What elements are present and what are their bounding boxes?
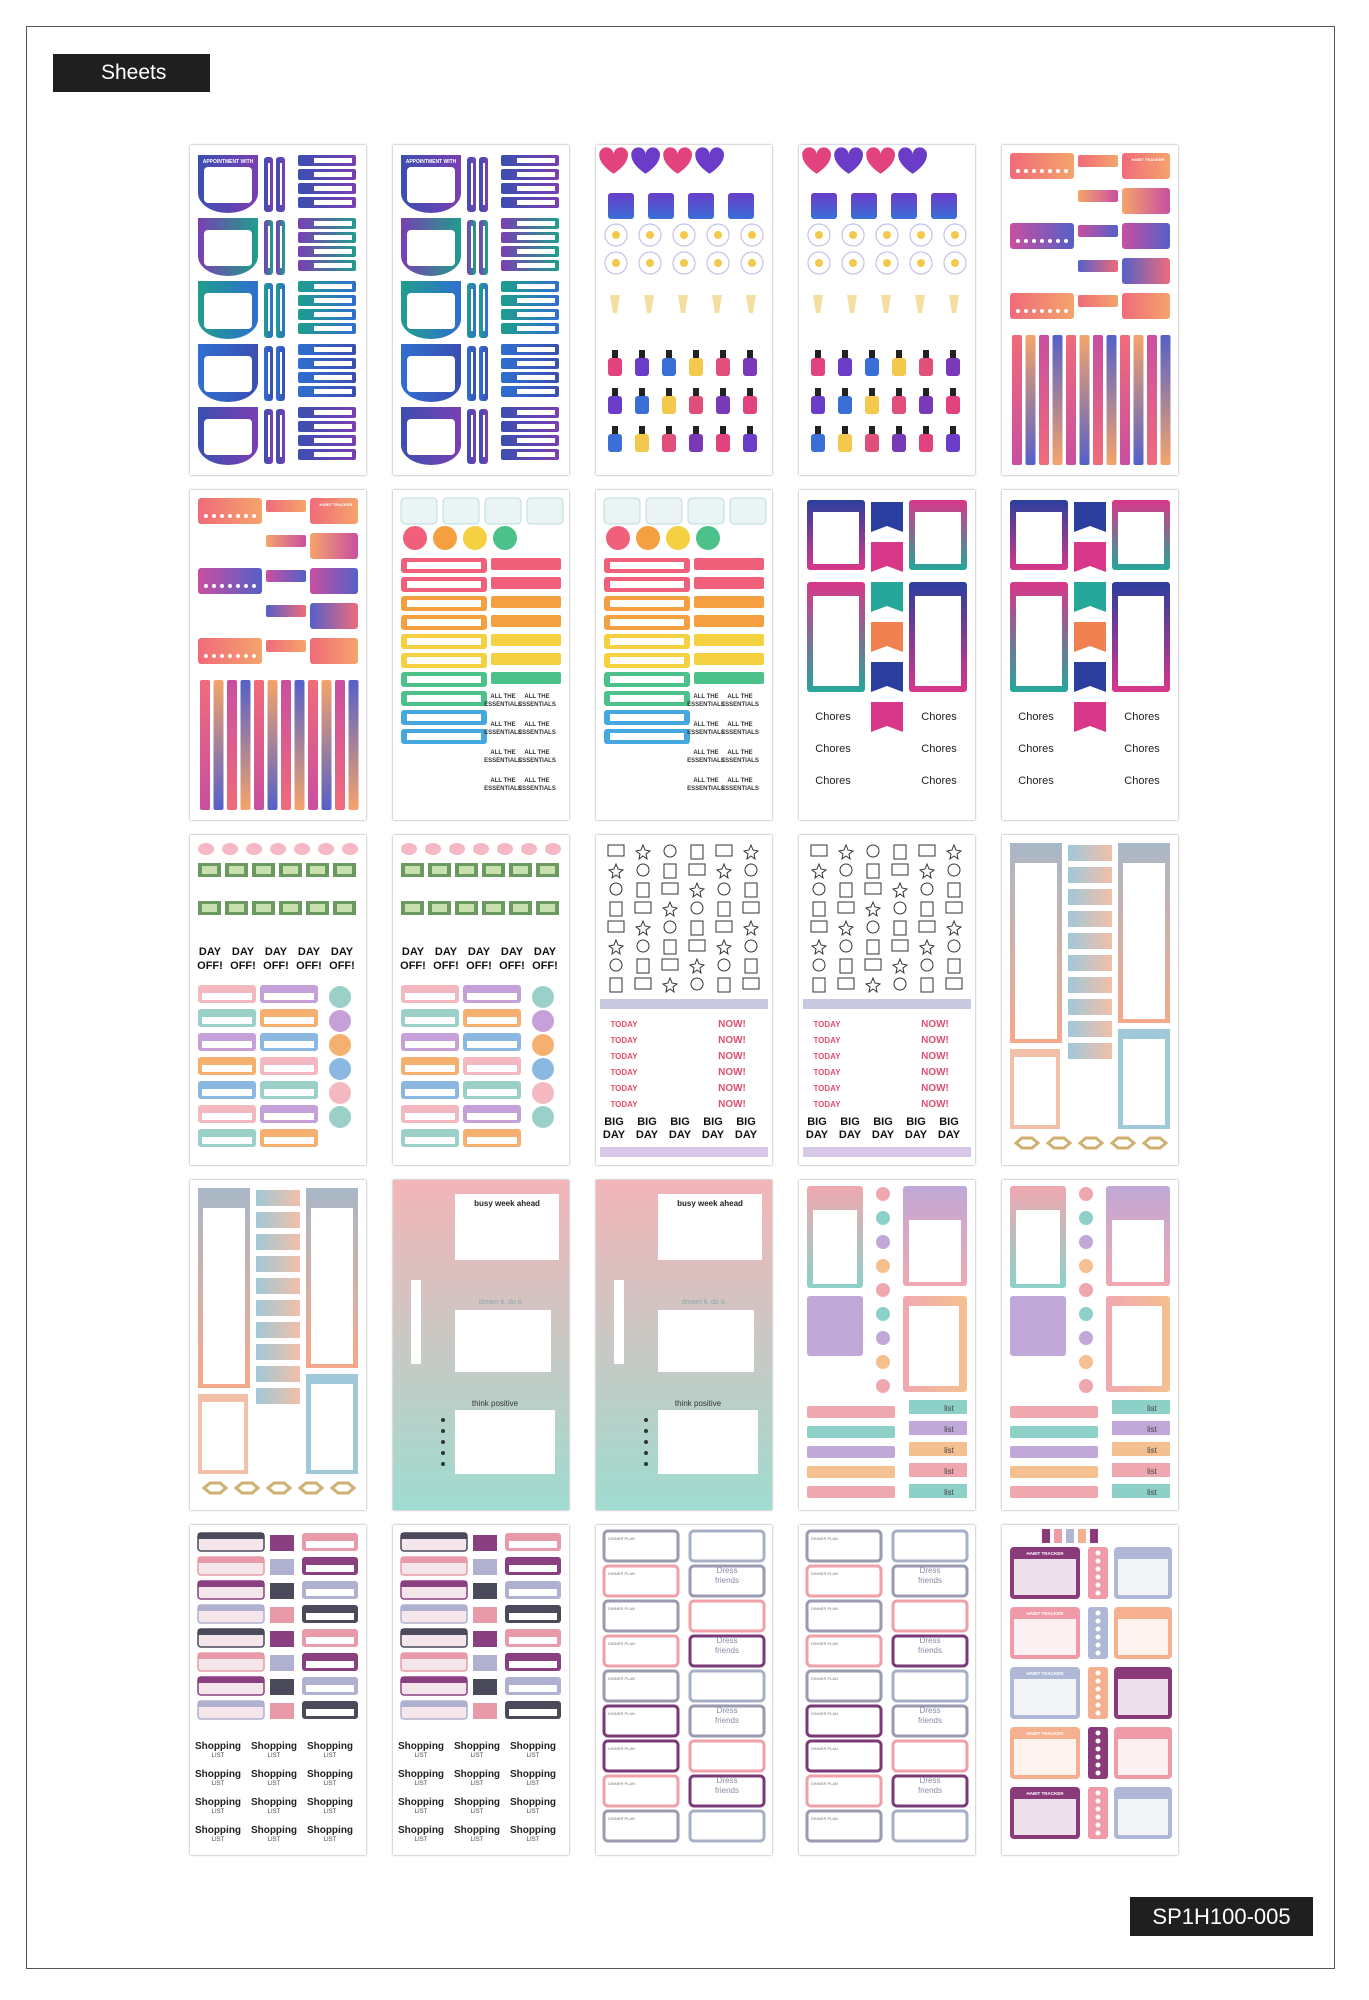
- svg-text:list: list: [1147, 1425, 1157, 1434]
- svg-text:Shopping: Shopping: [194, 1741, 242, 1752]
- svg-text:friends: friends: [714, 1716, 740, 1725]
- sticker-sheet-weekend: [596, 1180, 772, 1510]
- svg-text:LIST: LIST: [526, 1809, 540, 1815]
- svg-text:TODAY: TODAY: [610, 1068, 638, 1077]
- svg-text:BIG: BIG: [939, 1116, 959, 1128]
- svg-text:DINNER PLAN: DINNER PLAN: [811, 1711, 838, 1716]
- svg-text:OFF!: OFF!: [466, 960, 492, 972]
- svg-text:Chores: Chores: [1018, 743, 1054, 755]
- sticker-sheet-art: [596, 835, 772, 1165]
- svg-text:Shopping: Shopping: [194, 1825, 242, 1836]
- svg-text:TODAY: TODAY: [610, 1084, 638, 1093]
- svg-text:friends: friends: [714, 1646, 740, 1655]
- svg-text:HABIT TRACKER: HABIT TRACKER: [1131, 157, 1165, 162]
- svg-text:TODAY: TODAY: [813, 1068, 841, 1077]
- svg-text:DAY: DAY: [434, 946, 458, 958]
- svg-text:list: list: [944, 1488, 954, 1497]
- svg-text:NOW!: NOW!: [718, 1099, 746, 1110]
- svg-text:ESSENTIALS: ESSENTIALS: [721, 758, 759, 764]
- svg-text:OFF!: OFF!: [499, 960, 525, 972]
- svg-text:DAY: DAY: [701, 1129, 725, 1141]
- sticker-sheet-chores: [1002, 490, 1178, 820]
- svg-text:list: list: [1147, 1446, 1157, 1455]
- svg-text:HABIT TRACKER: HABIT TRACKER: [1026, 1551, 1064, 1556]
- svg-text:ESSENTIALS: ESSENTIALS: [518, 786, 556, 792]
- svg-text:OFF!: OFF!: [433, 960, 459, 972]
- svg-text:HABIT TRACKER: HABIT TRACKER: [1026, 1731, 1064, 1736]
- svg-text:Dress: Dress: [716, 1776, 738, 1785]
- svg-text:ALL THE: ALL THE: [490, 694, 516, 700]
- svg-text:ESSENTIALS: ESSENTIALS: [484, 702, 522, 708]
- svg-text:NOW!: NOW!: [921, 1051, 949, 1062]
- svg-text:ALL THE: ALL THE: [727, 694, 753, 700]
- sticker-sheet-lists: [190, 1180, 366, 1510]
- svg-text:ESSENTIALS: ESSENTIALS: [484, 730, 522, 736]
- svg-text:NOW!: NOW!: [921, 1099, 949, 1110]
- svg-text:Chores: Chores: [1018, 711, 1054, 723]
- sticker-sheet-art: [393, 145, 569, 475]
- svg-text:LIST: LIST: [414, 1837, 428, 1843]
- sticker-sheet-art: [190, 490, 366, 820]
- svg-text:Chores: Chores: [815, 711, 851, 723]
- svg-text:Dress: Dress: [919, 1636, 941, 1645]
- svg-text:OFF!: OFF!: [197, 960, 223, 972]
- svg-text:DAY: DAY: [734, 1129, 758, 1141]
- sticker-sheet-art: [799, 145, 975, 475]
- svg-text:BIG: BIG: [906, 1116, 926, 1128]
- svg-text:ALL THE: ALL THE: [693, 694, 719, 700]
- svg-text:TODAY: TODAY: [610, 1020, 638, 1029]
- svg-text:Shopping: Shopping: [306, 1741, 354, 1752]
- svg-text:Chores: Chores: [921, 711, 957, 723]
- svg-text:OFF!: OFF!: [400, 960, 426, 972]
- svg-text:ALL THE: ALL THE: [693, 722, 719, 728]
- svg-text:HABIT TRACKER: HABIT TRACKER: [319, 502, 353, 507]
- svg-text:friends: friends: [917, 1576, 943, 1585]
- svg-text:TODAY: TODAY: [610, 1100, 638, 1109]
- sticker-sheet-art: [1002, 490, 1178, 820]
- svg-text:Shopping: Shopping: [453, 1825, 501, 1836]
- sticker-sheet-art: [799, 1180, 975, 1510]
- svg-text:DAY: DAY: [330, 946, 354, 958]
- sticker-sheet-chores: [799, 490, 975, 820]
- sticker-sheet-art: [190, 835, 366, 1165]
- svg-text:Shopping: Shopping: [453, 1741, 501, 1752]
- svg-text:Shopping: Shopping: [397, 1769, 445, 1780]
- svg-text:DINNER PLAN: DINNER PLAN: [608, 1536, 635, 1541]
- sticker-sheet-appointments: [393, 145, 569, 475]
- svg-text:Shopping: Shopping: [250, 1825, 298, 1836]
- svg-text:Chores: Chores: [815, 775, 851, 787]
- svg-text:busy week ahead: busy week ahead: [474, 1199, 540, 1208]
- sticker-sheet-art: [190, 145, 366, 475]
- sticker-sheet-art: [1002, 1180, 1178, 1510]
- svg-text:Shopping: Shopping: [397, 1741, 445, 1752]
- svg-text:LIST: LIST: [526, 1753, 540, 1759]
- svg-text:LIST: LIST: [211, 1837, 225, 1843]
- svg-text:DINNER PLAN: DINNER PLAN: [811, 1536, 838, 1541]
- svg-text:list: list: [1147, 1488, 1157, 1497]
- svg-text:NOW!: NOW!: [921, 1019, 949, 1030]
- svg-text:ALL THE: ALL THE: [693, 750, 719, 756]
- svg-text:think positive: think positive: [471, 1399, 519, 1408]
- svg-text:Dress: Dress: [919, 1706, 941, 1715]
- svg-text:Shopping: Shopping: [194, 1797, 242, 1808]
- svg-text:Shopping: Shopping: [194, 1769, 242, 1780]
- svg-text:OFF!: OFF!: [329, 960, 355, 972]
- svg-text:NOW!: NOW!: [718, 1051, 746, 1062]
- svg-text:DAY: DAY: [533, 946, 557, 958]
- svg-text:ESSENTIALS: ESSENTIALS: [484, 786, 522, 792]
- svg-text:Chores: Chores: [1124, 775, 1160, 787]
- svg-text:ESSENTIALS: ESSENTIALS: [687, 786, 725, 792]
- svg-text:list: list: [944, 1404, 954, 1413]
- svg-text:Shopping: Shopping: [509, 1769, 557, 1780]
- sticker-sheet-habit: [190, 490, 366, 820]
- svg-text:dream it. do it.: dream it. do it.: [478, 1299, 524, 1306]
- svg-text:ESSENTIALS: ESSENTIALS: [721, 730, 759, 736]
- svg-text:ESSENTIALS: ESSENTIALS: [721, 702, 759, 708]
- product-sku-badge: SP1H100-005: [1130, 1897, 1313, 1936]
- svg-text:Chores: Chores: [1018, 775, 1054, 787]
- svg-text:TODAY: TODAY: [813, 1052, 841, 1061]
- svg-text:ALL THE: ALL THE: [524, 722, 550, 728]
- svg-text:ALL THE: ALL THE: [727, 750, 753, 756]
- sticker-sheet-art: [1002, 1525, 1178, 1855]
- svg-text:DAY: DAY: [602, 1129, 626, 1141]
- svg-text:DINNER PLAN: DINNER PLAN: [811, 1641, 838, 1646]
- sticker-sheet-appointments: [190, 145, 366, 475]
- svg-text:friends: friends: [714, 1576, 740, 1585]
- svg-text:TODAY: TODAY: [610, 1036, 638, 1045]
- sticker-sheet-art: [1002, 145, 1178, 475]
- svg-text:NOW!: NOW!: [718, 1019, 746, 1030]
- sticker-sheet-art: [596, 490, 772, 820]
- sticker-sheet-lists: [1002, 835, 1178, 1165]
- svg-text:ALL THE: ALL THE: [524, 750, 550, 756]
- svg-text:BIG: BIG: [807, 1116, 827, 1128]
- svg-text:DINNER PLAN: DINNER PLAN: [811, 1781, 838, 1786]
- svg-text:TODAY: TODAY: [813, 1020, 841, 1029]
- svg-text:friends: friends: [917, 1786, 943, 1795]
- svg-text:LIST: LIST: [526, 1837, 540, 1843]
- svg-text:ALL THE: ALL THE: [524, 778, 550, 784]
- svg-text:DAY: DAY: [805, 1129, 829, 1141]
- svg-text:LIST: LIST: [470, 1753, 484, 1759]
- sticker-sheet-dinner: [596, 1525, 772, 1855]
- svg-text:DINNER PLAN: DINNER PLAN: [811, 1676, 838, 1681]
- svg-text:OFF!: OFF!: [296, 960, 322, 972]
- sticker-sheet-work: [393, 1525, 569, 1855]
- svg-text:DINNER PLAN: DINNER PLAN: [811, 1571, 838, 1576]
- sticker-sheet-art: [393, 1525, 569, 1855]
- svg-text:HABIT TRACKER: HABIT TRACKER: [1026, 1611, 1064, 1616]
- svg-text:BIG: BIG: [873, 1116, 893, 1128]
- svg-text:ALL THE: ALL THE: [727, 722, 753, 728]
- svg-text:list: list: [1147, 1404, 1157, 1413]
- sticker-sheet-art: [596, 145, 772, 475]
- svg-text:LIST: LIST: [414, 1809, 428, 1815]
- svg-text:DINNER PLAN: DINNER PLAN: [811, 1606, 838, 1611]
- svg-text:ESSENTIALS: ESSENTIALS: [518, 730, 556, 736]
- svg-text:Chores: Chores: [1124, 743, 1160, 755]
- svg-text:ESSENTIALS: ESSENTIALS: [687, 702, 725, 708]
- svg-text:Shopping: Shopping: [509, 1797, 557, 1808]
- svg-text:DAY: DAY: [871, 1129, 895, 1141]
- svg-text:think positive: think positive: [674, 1399, 722, 1408]
- svg-text:DINNER PLAN: DINNER PLAN: [608, 1816, 635, 1821]
- sticker-sheet-art: [190, 1180, 366, 1510]
- svg-text:list: list: [944, 1446, 954, 1455]
- svg-text:DINNER PLAN: DINNER PLAN: [608, 1746, 635, 1751]
- sticker-sheet-art: [190, 1525, 366, 1855]
- svg-text:Shopping: Shopping: [306, 1797, 354, 1808]
- sticker-sheet-work: [190, 1525, 366, 1855]
- svg-text:LIST: LIST: [470, 1781, 484, 1787]
- svg-text:ALL THE: ALL THE: [490, 722, 516, 728]
- svg-text:Dress: Dress: [716, 1636, 738, 1645]
- svg-text:Chores: Chores: [921, 775, 957, 787]
- sticker-sheet-habit: [1002, 145, 1178, 475]
- svg-text:DAY: DAY: [838, 1129, 862, 1141]
- svg-text:Shopping: Shopping: [509, 1741, 557, 1752]
- svg-text:NOW!: NOW!: [718, 1035, 746, 1046]
- svg-text:ALL THE: ALL THE: [524, 694, 550, 700]
- svg-text:ALL THE: ALL THE: [490, 750, 516, 756]
- svg-text:ALL THE: ALL THE: [727, 778, 753, 784]
- sticker-sheet-art: [393, 1180, 569, 1510]
- svg-text:Chores: Chores: [1124, 711, 1160, 723]
- svg-text:BIG: BIG: [703, 1116, 723, 1128]
- sticker-sheet-nails: [596, 145, 772, 475]
- svg-text:ESSENTIALS: ESSENTIALS: [687, 730, 725, 736]
- svg-text:DAY: DAY: [904, 1129, 928, 1141]
- svg-text:Dress: Dress: [919, 1566, 941, 1575]
- sticker-sheet-dreams: [1002, 1180, 1178, 1510]
- sticker-sheet-art: [799, 490, 975, 820]
- svg-text:list: list: [944, 1425, 954, 1434]
- svg-text:Chores: Chores: [815, 743, 851, 755]
- svg-text:Shopping: Shopping: [509, 1825, 557, 1836]
- svg-text:LIST: LIST: [211, 1781, 225, 1787]
- svg-text:DAY: DAY: [264, 946, 288, 958]
- sticker-sheet-art: [799, 835, 975, 1165]
- sticker-sheet-grid: [190, 145, 1180, 1855]
- svg-text:LIST: LIST: [414, 1753, 428, 1759]
- sticker-sheet-art: [799, 1525, 975, 1855]
- svg-text:BIG: BIG: [604, 1116, 624, 1128]
- sticker-sheet-habit2: [1002, 1525, 1178, 1855]
- svg-text:DINNER PLAN: DINNER PLAN: [608, 1606, 635, 1611]
- sticker-sheet-icons: [596, 835, 772, 1165]
- svg-text:LIST: LIST: [267, 1781, 281, 1787]
- svg-text:BIG: BIG: [736, 1116, 756, 1128]
- svg-text:LIST: LIST: [526, 1781, 540, 1787]
- svg-text:OFF!: OFF!: [230, 960, 256, 972]
- svg-text:ESSENTIALS: ESSENTIALS: [484, 758, 522, 764]
- svg-text:LIST: LIST: [211, 1753, 225, 1759]
- section-title: Sheets: [53, 54, 210, 92]
- svg-text:TODAY: TODAY: [610, 1052, 638, 1061]
- svg-text:Dress: Dress: [919, 1776, 941, 1785]
- svg-text:LIST: LIST: [267, 1837, 281, 1843]
- svg-text:DINNER PLAN: DINNER PLAN: [608, 1781, 635, 1786]
- svg-text:DAY: DAY: [297, 946, 321, 958]
- sticker-sheet-rainbow: [393, 490, 569, 820]
- svg-text:OFF!: OFF!: [532, 960, 558, 972]
- svg-text:NOW!: NOW!: [718, 1083, 746, 1094]
- svg-text:BIG: BIG: [840, 1116, 860, 1128]
- svg-text:DAY: DAY: [231, 946, 255, 958]
- sticker-sheet-payday: [393, 835, 569, 1165]
- svg-text:LIST: LIST: [323, 1781, 337, 1787]
- svg-text:Chores: Chores: [921, 743, 957, 755]
- sticker-sheet-icons: [799, 835, 975, 1165]
- svg-text:busy week ahead: busy week ahead: [677, 1199, 743, 1208]
- svg-text:Dress: Dress: [716, 1706, 738, 1715]
- svg-text:ALL THE: ALL THE: [693, 778, 719, 784]
- svg-text:NOW!: NOW!: [921, 1035, 949, 1046]
- sticker-sheet-payday: [190, 835, 366, 1165]
- svg-text:OFF!: OFF!: [263, 960, 289, 972]
- svg-text:DINNER PLAN: DINNER PLAN: [811, 1746, 838, 1751]
- svg-text:Shopping: Shopping: [306, 1769, 354, 1780]
- svg-text:BIG: BIG: [637, 1116, 657, 1128]
- svg-text:LIST: LIST: [211, 1809, 225, 1815]
- svg-text:DAY: DAY: [198, 946, 222, 958]
- svg-text:LIST: LIST: [323, 1809, 337, 1815]
- sticker-sheet-art: [596, 1180, 772, 1510]
- svg-text:Shopping: Shopping: [250, 1797, 298, 1808]
- svg-text:Shopping: Shopping: [250, 1769, 298, 1780]
- sticker-sheet-art: [393, 490, 569, 820]
- sticker-sheet-nails: [799, 145, 975, 475]
- svg-text:friends: friends: [714, 1786, 740, 1795]
- svg-text:DAY: DAY: [635, 1129, 659, 1141]
- svg-text:LIST: LIST: [414, 1781, 428, 1787]
- svg-text:Shopping: Shopping: [453, 1797, 501, 1808]
- svg-text:NOW!: NOW!: [921, 1083, 949, 1094]
- svg-text:HABIT TRACKER: HABIT TRACKER: [1026, 1791, 1064, 1796]
- svg-text:Dress: Dress: [716, 1566, 738, 1575]
- svg-text:LIST: LIST: [267, 1809, 281, 1815]
- svg-text:APPOINTMENT WITH: APPOINTMENT WITH: [202, 159, 254, 165]
- svg-text:friends: friends: [917, 1646, 943, 1655]
- svg-text:APPOINTMENT WITH: APPOINTMENT WITH: [405, 159, 457, 165]
- sticker-sheet-dinner: [799, 1525, 975, 1855]
- sticker-sheet-art: [393, 835, 569, 1165]
- svg-text:DINNER PLAN: DINNER PLAN: [811, 1816, 838, 1821]
- sticker-sheet-rainbow: [596, 490, 772, 820]
- svg-text:LIST: LIST: [323, 1753, 337, 1759]
- svg-text:LIST: LIST: [470, 1809, 484, 1815]
- svg-text:DINNER PLAN: DINNER PLAN: [608, 1711, 635, 1716]
- svg-text:LIST: LIST: [470, 1837, 484, 1843]
- svg-text:LIST: LIST: [323, 1837, 337, 1843]
- svg-text:DAY: DAY: [937, 1129, 961, 1141]
- svg-text:DAY: DAY: [500, 946, 524, 958]
- svg-text:HABIT TRACKER: HABIT TRACKER: [1026, 1671, 1064, 1676]
- svg-text:Shopping: Shopping: [397, 1825, 445, 1836]
- svg-text:DAY: DAY: [668, 1129, 692, 1141]
- svg-text:Shopping: Shopping: [453, 1769, 501, 1780]
- svg-text:DINNER PLAN: DINNER PLAN: [608, 1641, 635, 1646]
- svg-text:DAY: DAY: [467, 946, 491, 958]
- svg-text:TODAY: TODAY: [813, 1084, 841, 1093]
- svg-text:Shopping: Shopping: [250, 1741, 298, 1752]
- sticker-sheet-art: [596, 1525, 772, 1855]
- svg-text:friends: friends: [917, 1716, 943, 1725]
- svg-text:ESSENTIALS: ESSENTIALS: [721, 786, 759, 792]
- svg-text:BIG: BIG: [670, 1116, 690, 1128]
- svg-text:list: list: [1147, 1467, 1157, 1476]
- svg-text:DAY: DAY: [401, 946, 425, 958]
- svg-text:ESSENTIALS: ESSENTIALS: [687, 758, 725, 764]
- svg-text:NOW!: NOW!: [718, 1067, 746, 1078]
- svg-text:NOW!: NOW!: [921, 1067, 949, 1078]
- sticker-sheet-weekend: [393, 1180, 569, 1510]
- svg-text:ESSENTIALS: ESSENTIALS: [518, 758, 556, 764]
- sticker-sheet-art: [1002, 835, 1178, 1165]
- svg-text:DINNER PLAN: DINNER PLAN: [608, 1676, 635, 1681]
- svg-text:list: list: [944, 1467, 954, 1476]
- svg-text:ALL THE: ALL THE: [490, 778, 516, 784]
- svg-text:TODAY: TODAY: [813, 1036, 841, 1045]
- svg-text:TODAY: TODAY: [813, 1100, 841, 1109]
- svg-text:DINNER PLAN: DINNER PLAN: [608, 1571, 635, 1576]
- svg-text:Shopping: Shopping: [306, 1825, 354, 1836]
- svg-text:LIST: LIST: [267, 1753, 281, 1759]
- svg-text:dream it. do it.: dream it. do it.: [681, 1299, 727, 1306]
- svg-text:ESSENTIALS: ESSENTIALS: [518, 702, 556, 708]
- svg-text:Shopping: Shopping: [397, 1797, 445, 1808]
- sticker-sheet-dreams: [799, 1180, 975, 1510]
